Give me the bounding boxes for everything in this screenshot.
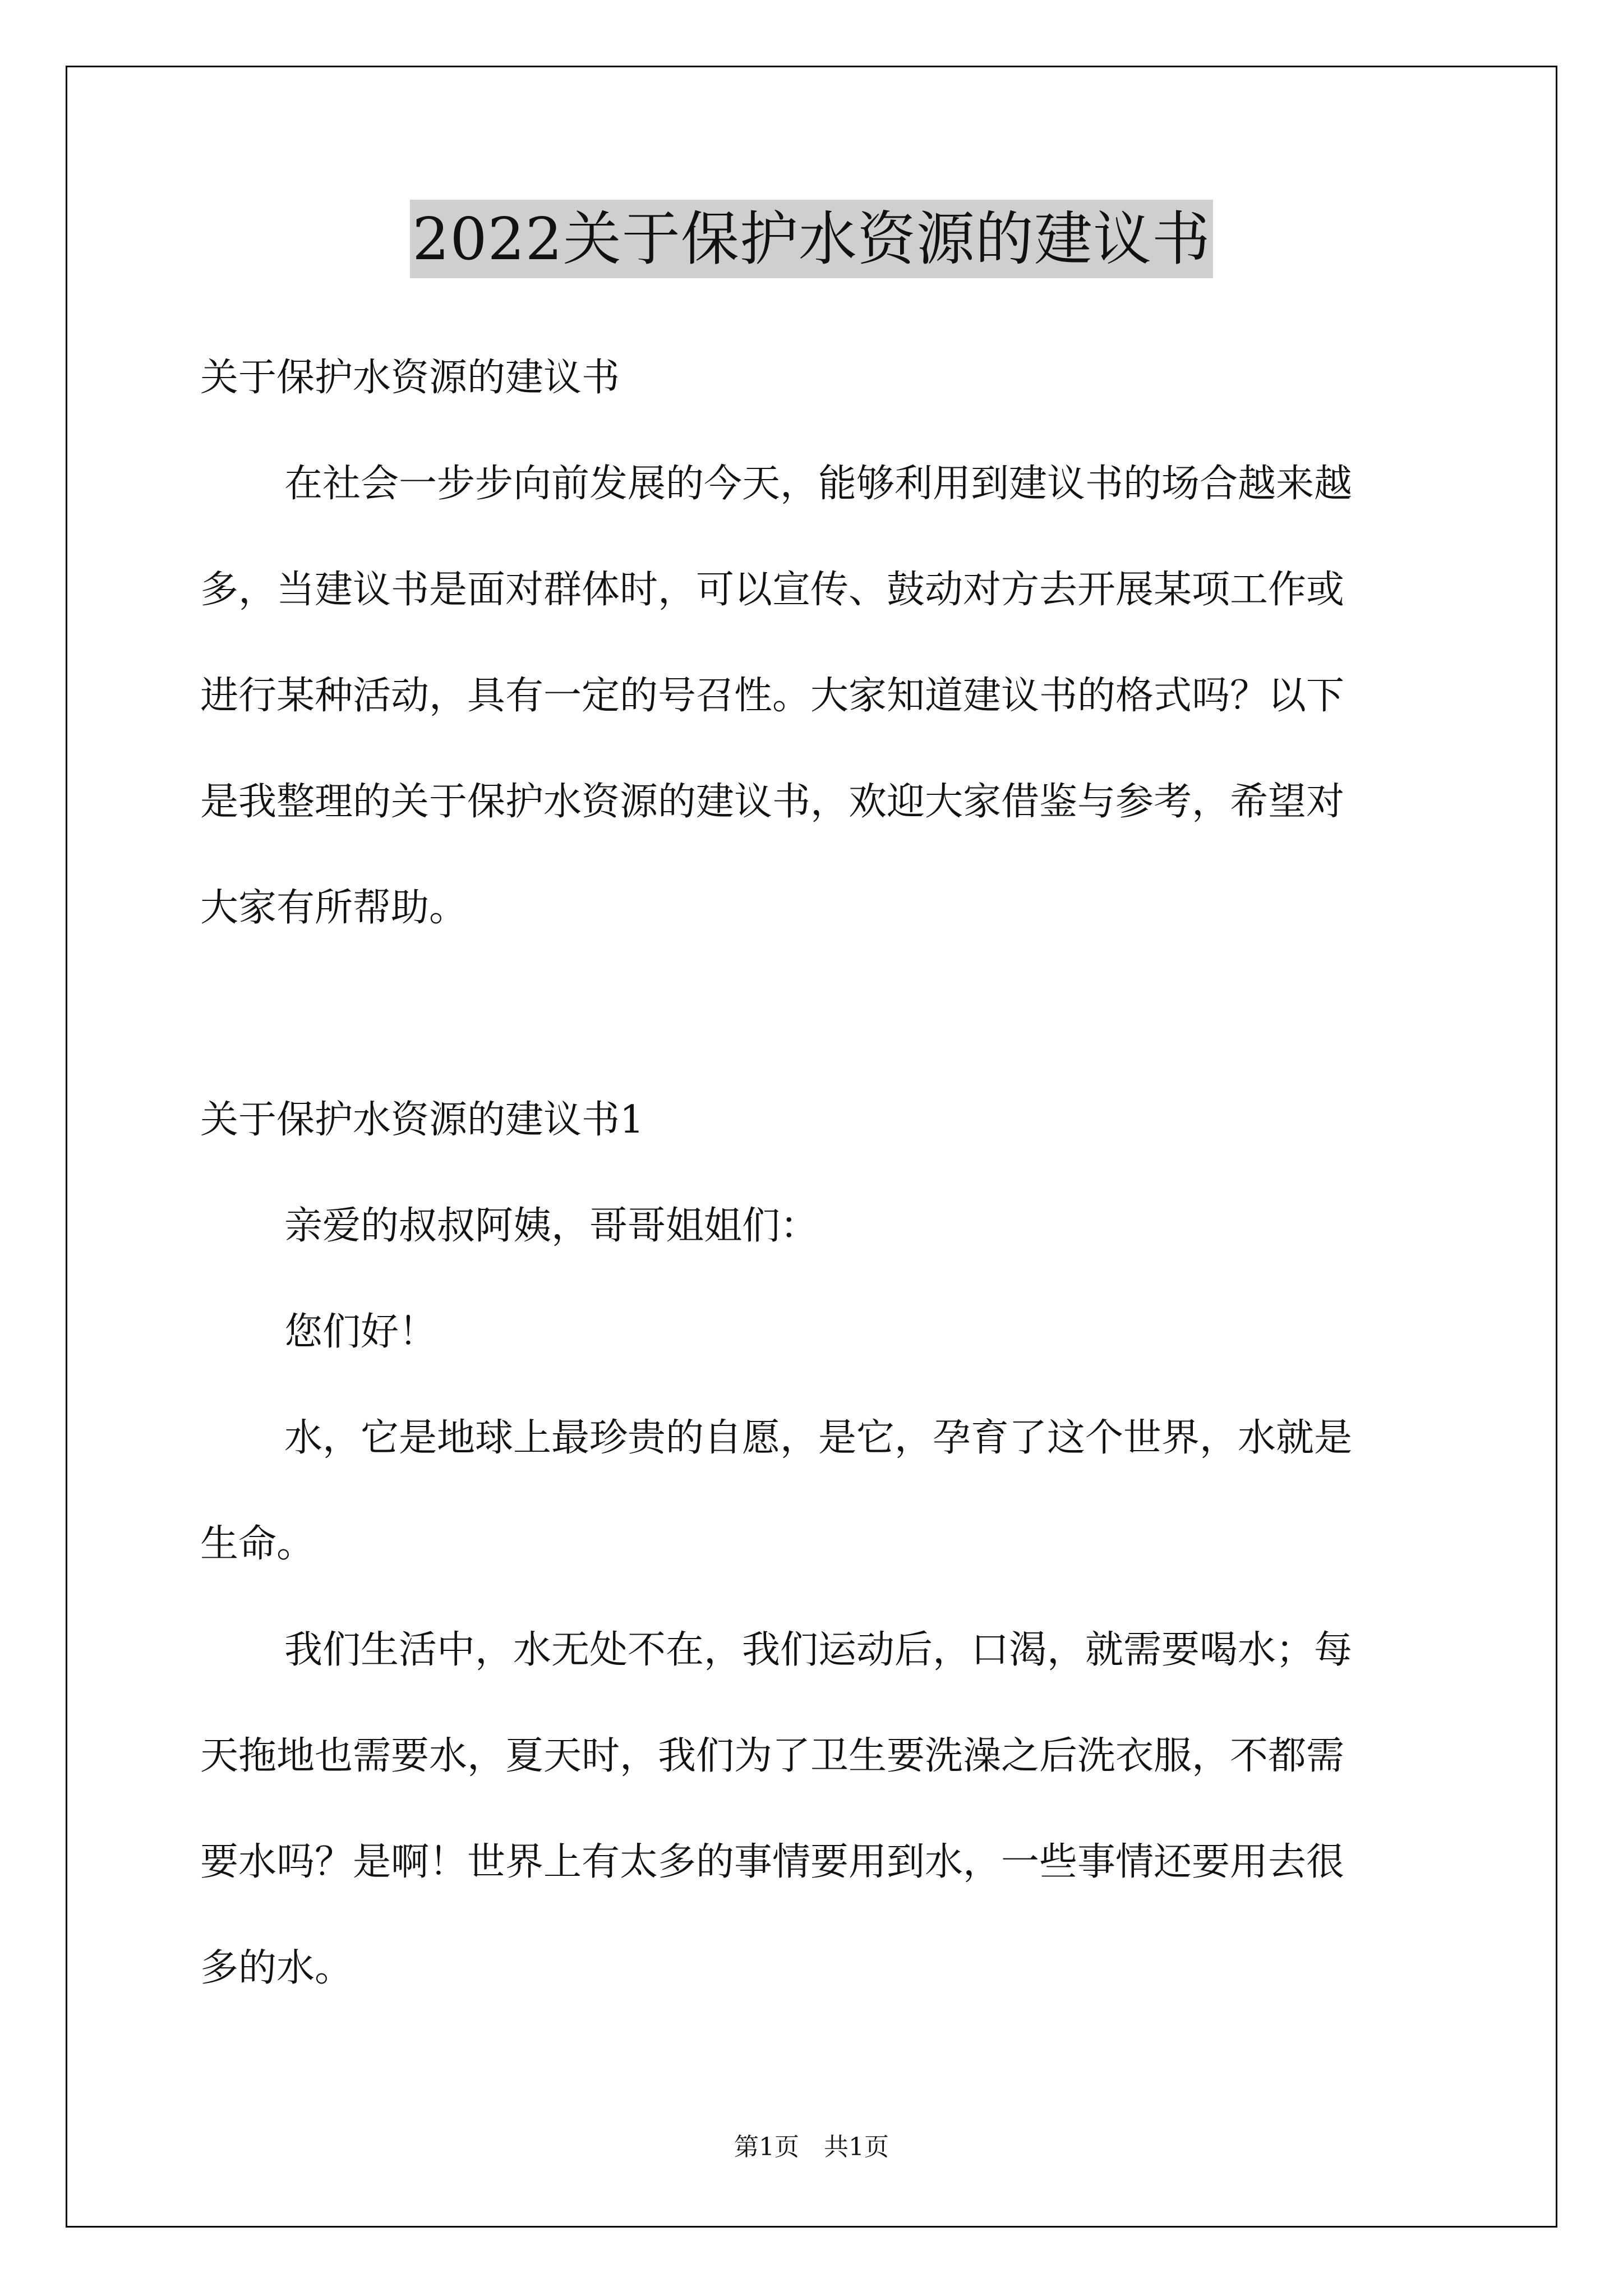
paragraph-line: 我们生活中，水无处不在，我们运动后，口渴，就需要喝水；每	[284, 1628, 1353, 1672]
salutation: 亲爱的叔叔阿姨，哥哥姐姐们：	[284, 1204, 819, 1248]
intro-line: 在社会一步步向前发展的今天，能够利用到建议书的场合越来越	[284, 462, 1353, 506]
title-container	[0, 200, 1623, 278]
section-heading: 关于保护水资源的建议书1	[200, 1098, 644, 1142]
subtitle: 关于保护水资源的建议书	[200, 356, 620, 400]
page-number-footer: 第1页 共1页	[734, 2133, 889, 2161]
document-title: 2022关于保护水资源的建议书	[410, 200, 1213, 278]
intro-line: 是我整理的关于保护水资源的建议书，欢迎大家借鉴与参考，希望对	[200, 780, 1345, 824]
intro-line: 多，当建议书是面对群体时，可以宣传、鼓动对方去开展某项工作或	[200, 568, 1345, 612]
intro-line: 大家有所帮助。	[200, 886, 468, 930]
paragraph-line: 多的水。	[200, 1946, 353, 1990]
paragraph-line: 水，它是地球上最珍贵的自愿，是它，孕育了这个世界，水就是	[284, 1416, 1353, 1460]
paragraph-line: 要水吗？是啊！世界上有太多的事情要用到水，一些事情还要用去很	[200, 1840, 1345, 1884]
paragraph-line: 生命。	[200, 1522, 315, 1566]
paragraph-line: 天拖地也需要水，夏天时，我们为了卫生要洗澡之后洗衣服，不都需	[200, 1734, 1345, 1778]
greeting: 您们好！	[284, 1310, 437, 1354]
intro-line: 进行某种活动，具有一定的号召性。大家知道建议书的格式吗？以下	[200, 674, 1345, 718]
